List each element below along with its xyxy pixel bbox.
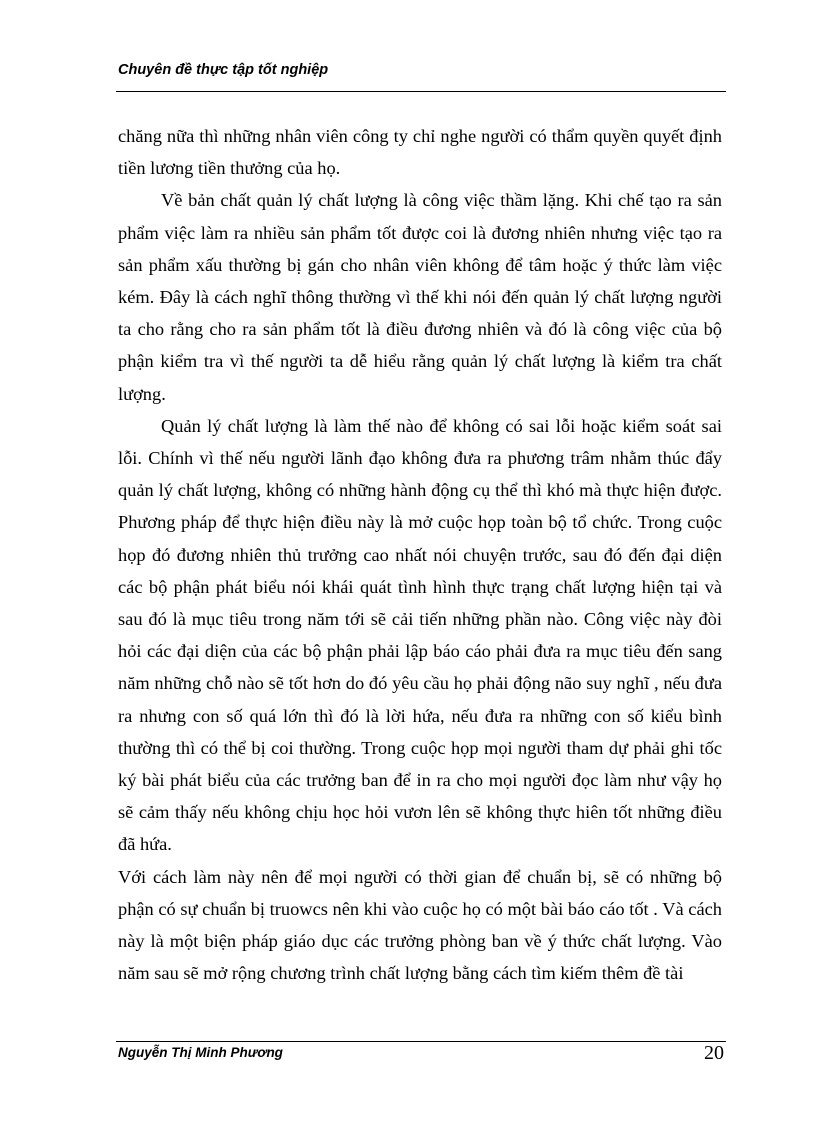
paragraph-3: Quản lý chất lượng là làm thế nào để không có sai lỗi hoặc kiểm soát sai lỗi. Chính vì thế nếu người lãnh đạo không đưa ra phương trâm nhằm thúc đẩy quản lý chất lượng, không có những hành động cụ thể thì khó mà thực hiện được. Phương pháp để thực hiện điều này là mở cuộc họp toàn bộ tổ chức. Trong cuộc họp đó đương nhiên thủ trưởng cao nhất nói chuyện trước, sau đó đến đại diện các bộ phận phát biểu nói khái quát tình hình thực trạng chất lượng hiện tại và sau đó là mục tiêu trong năm tới sẽ cải tiến những phần nào. Công việc này đòi hỏi các đại diện của các bộ phận phải lập báo cáo phải đưa ra mục tiêu đến sang năm những chỗ nào sẽ tốt hơn do đó yêu cầu họ phải động não suy nghĩ , nếu đưa ra nhưng con số quá lớn thì đó là lời hứa, nếu đưa ra những con số kiểu bình thường thì có thể bị coi thường. Trong cuộc họp mọi người tham dự phải ghi tốc ký bài phát biểu của các trưởng ban để in ra cho mọi người đọc làm như vậy họ sẽ cảm thấy nếu không chịu học hỏi vươn lên sẽ không thực hiên tốt những điều đã hứa. [118, 415, 722, 855]
footer-author: Nguyễn Thị Minh Phương [118, 1045, 283, 1060]
paragraph-4: Với cách làm này nên để mọi người có thời gian để chuẩn bị, sẽ có những bộ phận có sự chuẩn bị truowcs nên khi vào cuộc họ có một bài báo cáo tốt . Và cách này là một biện pháp giáo dục các trưởng phòng ban về ý thức chất lượng. Vào năm sau sẽ mở rộng chương trình chất lượng bằng cách tìm kiếm thêm đề tài [118, 866, 722, 984]
page-number: 20 [704, 1042, 724, 1064]
paragraph-1: chăng nữa thì những nhân viên công ty chỉ nghe người có thẩm quyền quyết định tiền lương tiền thưởng của họ. [118, 126, 722, 179]
footer-rule [116, 1041, 726, 1042]
header-title: Chuyên đề thực tập tốt nghiệp [118, 62, 329, 78]
paragraph-2: Về bản chất quản lý chất lượng là công việc thầm lặng. Khi chế tạo ra sản phẩm việc làm ra nhiều sản phẩm tốt được coi là đương nhiên nhưng việc tạo ra sản phẩm xấu thường bị gán cho nhân viên không để tâm hoặc ý thức làm việc kém. Đây là cách nghĩ thông thường vì thế khi nói đến quản lý chất lượng người ta cho rằng cho ra sản phẩm tốt là điều đương nhiên và đó là công việc của bộ phận kiểm tra vì thế người ta dễ hiểu rằng quản lý chất lượng là kiểm tra chất lượng. [118, 190, 722, 404]
body-text [118, 120, 722, 989]
header-rule [116, 91, 726, 92]
